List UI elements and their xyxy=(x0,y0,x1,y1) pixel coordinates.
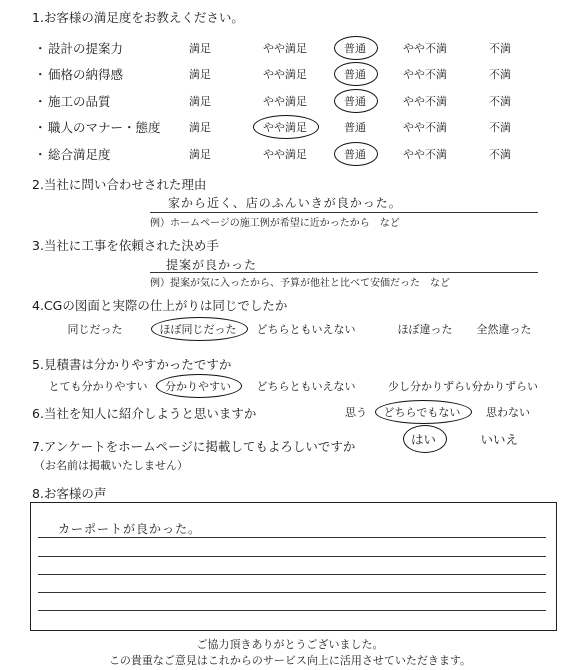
q1-option: 不満 xyxy=(489,42,511,55)
q7-option: はい xyxy=(411,432,437,447)
q1-option: 不満 xyxy=(489,95,511,108)
q5-option: どちらともいえない xyxy=(256,380,356,393)
q1-row-label: 設計の提案力 xyxy=(48,41,124,56)
q1-option: 普通 xyxy=(344,95,366,108)
bullet-icon: ・ xyxy=(34,41,47,56)
footer-note: この貴重なご意見はこれからのサービス向上に活用させていただきます。 xyxy=(108,654,472,667)
q5-heading: 5.見積書は分かりやすかったですか xyxy=(32,357,232,372)
q6-option: どちらでもない xyxy=(383,406,461,419)
bullet-icon: ・ xyxy=(34,120,47,135)
q6-heading: 6.当社を知人に紹介しようと思いますか xyxy=(32,406,257,421)
q1-row-label: 施工の品質 xyxy=(48,94,111,109)
q1-row-label: 職人のマナー・態度 xyxy=(48,120,161,135)
q5-option: 分かりやすい xyxy=(165,380,231,393)
q3-example: 例）提案が気に入ったから、予算が他社と比べて安価だった など xyxy=(150,278,450,289)
q7-selection-circle xyxy=(403,425,447,453)
q6-option: 思わない xyxy=(486,406,530,419)
q1-option: 満足 xyxy=(189,68,211,81)
q5-option: 少し分かりずらい xyxy=(388,380,476,393)
q5-option: 分かりずらい xyxy=(472,380,538,393)
comment-line xyxy=(38,610,546,611)
q1-option: やや満足 xyxy=(263,148,307,161)
q7-note: （お名前は掲載いたしません） xyxy=(34,459,188,472)
q1-option: 満足 xyxy=(189,42,211,55)
bullet-icon: ・ xyxy=(34,94,47,109)
comment-line xyxy=(38,592,546,593)
q1-option: 満足 xyxy=(189,95,211,108)
q1-option: やや満足 xyxy=(263,68,307,81)
q4-selection-circle xyxy=(151,317,248,341)
q8-heading: 8.お客様の声 xyxy=(32,486,107,501)
q7-option: いいえ xyxy=(480,432,519,447)
q1-option: 満足 xyxy=(189,121,211,134)
q1-row-label: 価格の納得感 xyxy=(48,67,124,82)
q1-option: 普通 xyxy=(344,148,366,161)
q1-row-label: 総合満足度 xyxy=(48,147,111,162)
q3-heading: 3.当社に工事を依頼された決め手 xyxy=(32,238,219,253)
q1-selection-circle xyxy=(334,36,378,60)
q2-heading: 2.当社に問い合わせされた理由 xyxy=(32,177,207,192)
comment-line xyxy=(38,537,546,538)
q3-answer-line xyxy=(150,272,538,273)
q1-selection-circle xyxy=(253,115,319,139)
q1-option: 不満 xyxy=(489,68,511,81)
q4-option: どちらともいえない xyxy=(256,323,356,336)
q1-option: やや満足 xyxy=(263,42,307,55)
q2-example: 例）ホームページの施工例が希望に近かったから など xyxy=(150,218,400,229)
q2-answer-line xyxy=(150,212,538,213)
q4-option: ほぼ同じだった xyxy=(159,323,237,336)
q1-option: やや満足 xyxy=(263,121,307,134)
q1-option: やや満足 xyxy=(263,95,307,108)
q1-option: やや不満 xyxy=(403,68,447,81)
q4-heading: 4.CGの図面と実際の仕上がりは同じでしたか xyxy=(32,298,288,313)
q4-option: ほぼ違った xyxy=(397,323,453,336)
q2-handwritten-answer: 家から近く、店のふんいきが良かった。 xyxy=(168,196,402,210)
q1-option: やや不満 xyxy=(403,121,447,134)
q5-option: とても分かりやすい xyxy=(48,380,148,393)
q1-option: やや不満 xyxy=(403,148,447,161)
q6-option: 思う xyxy=(345,406,367,419)
q1-selection-circle xyxy=(334,89,378,113)
q1-option: やや不満 xyxy=(403,42,447,55)
q7-heading: 7.アンケートをホームページに掲載してもよろしいですか xyxy=(32,439,356,454)
q1-heading: 1.お客様の満足度をお教えください。 xyxy=(32,10,244,25)
q3-handwritten-answer: 提案が良かった xyxy=(166,258,258,272)
bullet-icon: ・ xyxy=(34,147,47,162)
q1-option: 普通 xyxy=(344,68,366,81)
q5-selection-circle xyxy=(156,374,242,398)
q8-handwritten-answer: カーポートが良かった。 xyxy=(58,522,202,536)
q1-option: 普通 xyxy=(344,42,366,55)
q1-selection-circle xyxy=(334,62,378,86)
comment-line xyxy=(38,574,546,575)
q4-option: 同じだった xyxy=(67,323,123,336)
comment-line xyxy=(38,556,546,557)
q1-option: 不満 xyxy=(489,148,511,161)
q6-selection-circle xyxy=(375,400,472,424)
footer-thanks: ご協力頂きありがとうございました。 xyxy=(196,638,384,651)
q1-option: 不満 xyxy=(489,121,511,134)
q1-selection-circle xyxy=(334,142,378,166)
q1-option: 満足 xyxy=(189,148,211,161)
bullet-icon: ・ xyxy=(34,67,47,82)
q1-option: やや不満 xyxy=(403,95,447,108)
q4-option: 全然違った xyxy=(476,323,532,336)
q1-option: 普通 xyxy=(344,121,366,134)
